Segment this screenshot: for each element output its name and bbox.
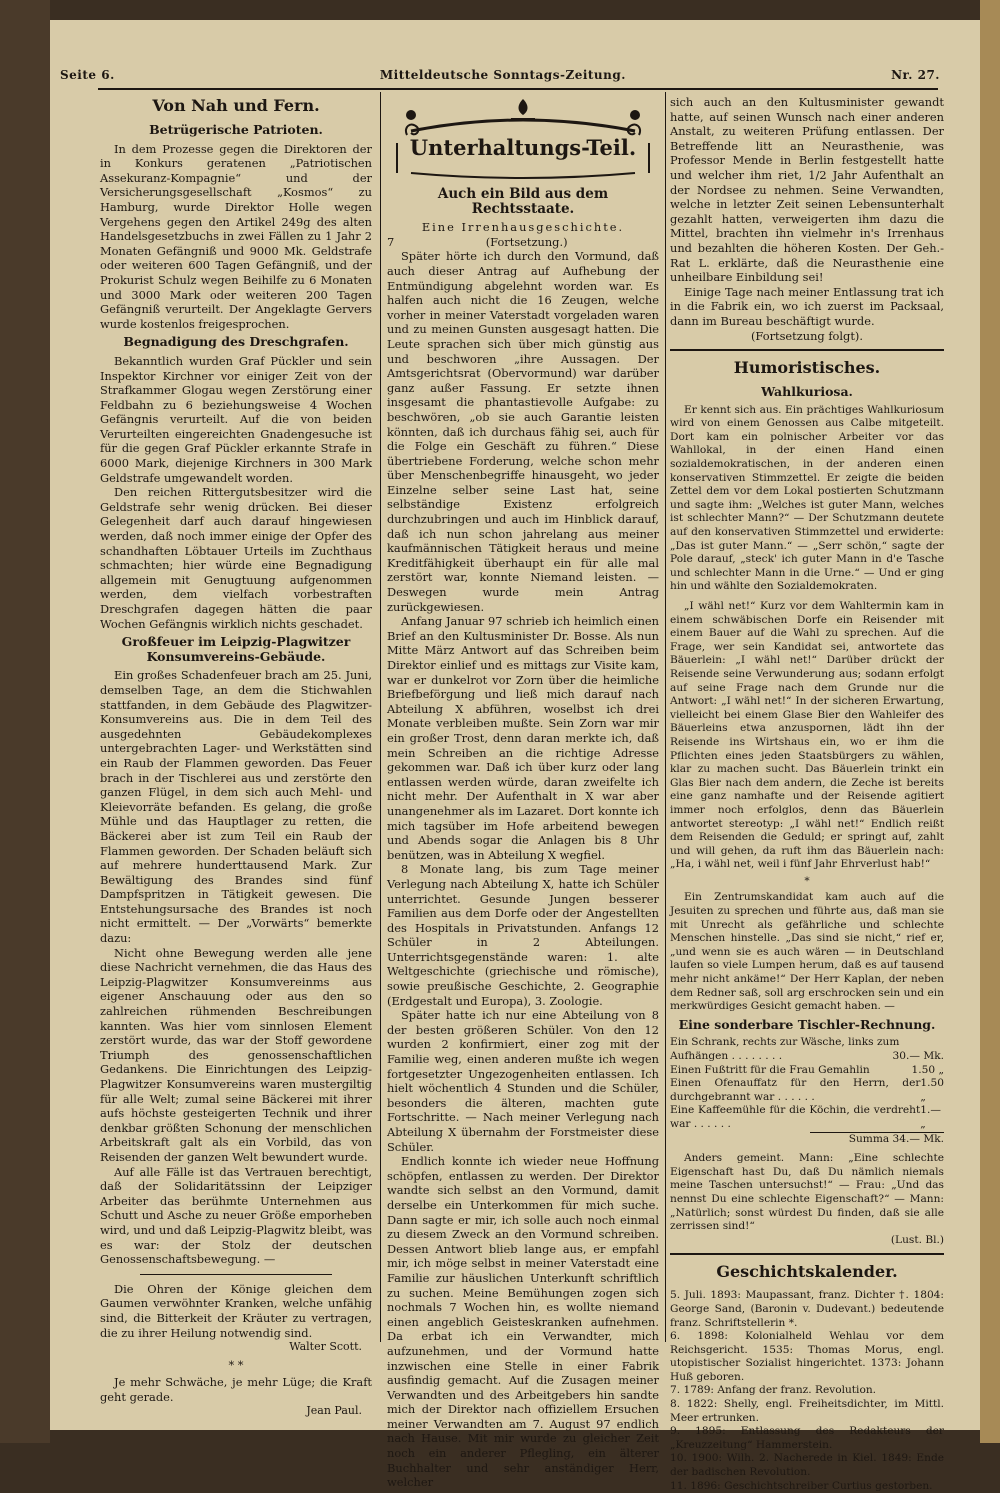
issue-number: Nr. 27. [891, 68, 940, 82]
story-paragraph: Endlich konnte ich wieder neue Hoffnung schöpfen, entlassen zu werden. Der Direktor wandte sich selbst an den Vormund, damit derselbe ein Unterkommen für mich suche. Dann sagte er mir, ich solle auch noch einmal zu diesem Zweck an den Vormund schreiben. Dessen Antwort blieb lange aus, er empfahl mir, ich möge selbst in meiner Vaterstadt eine Familie zur häuslichen Unterkunft schriftlich zu suchen. Meine Bemühungen zogen sich nochmals 7 Wochen hin, es wollte niemand einen angeblich Geisteskranken aufnehmen. Da erbat ich ein Verwandter, mich aufzunehmen, und der Vormund hatte inzwischen eine Stelle in einer Fabrik ausfindig gemacht. Auf die Zusagen meiner Verwandten und des Arbeitgebers hin sandte mich der Direktor nach offiziellem Ersuchen meiner Verwandten am 7. August 97 endlich nach Hause. Mit mir wurde zu gleicher Zeit noch ein anderer Pflegling, ein älterer Buchhalter und sehr anständiger Herr, welcher [387, 1154, 659, 1490]
star-separator: * [804, 874, 810, 887]
page-header [60, 62, 940, 88]
article-paragraph: Den reichen Rittergutsbesitzer wird die Geldstrafe sehr wenig drücken. Bei dieser Gelegenheit darf auch darauf hingewiesen werden, daß noch immer einige der Opfer des schandhaften Löbtauer Urteils im Zuchthaus schmachten; hier würde eine Begnadigung allgemein mit Genugtuung aufgenommen werden, dem vielfach vorbestraften Dreschgrafen dagegen hätten die paar Wochen Gefängnis wirklich nichts geschadet. [100, 485, 372, 631]
anecdote-source: (Lust. Bl.) [890, 1233, 944, 1246]
section-title-von-nah-und-fern: Von Nah und Fern. [152, 96, 320, 115]
article-paragraph: Nicht ohne Bewegung werden alle jene diese Nachricht vernehmen, die das Haus des Leipzig-Plagwitzer Konsumvereinms aus eigener Anschauung oder aus den so zahlreichen rühmenden Beschreibungen kannten. Was hier vom sinnlosen Element zerstört wurde, das war der Stoff gewordene Triumph des genossenschaftlichen Gedankens. Die Einrichtungen des Leipzig-Plagwitzer Konsumvereins waren mustergiltig für alle Welt; zumal seine Bäckerei mit ihrer aufs höchste gesteigerten Technik und ihrer denkbar größten Schonung der menschlichen Arbeitskraft galt als ein Vorbild, das von Reisenden der ganzen Welt bewundert wurde. [100, 945, 372, 1164]
invoice-row [670, 1050, 944, 1064]
star-separator: * * [228, 1357, 244, 1372]
quote-author: Walter Scott. [289, 1340, 362, 1354]
story-subtitle: Eine Irrenhausgeschichte. [421, 220, 625, 235]
column-divider-2 [665, 92, 666, 1342]
separator-rule [670, 1253, 944, 1255]
anecdote-paragraph: Ein Zentrumskandidat kam auch auf die Jesuiten zu sprechen und führte aus, daß man sie mit Unrecht als gefährliche und schlechte Menschen hinstelle. „Das sind sie nicht,“ rief er, „und wenn sie es auch wären — in Deutschland laufen so viele Lumpen herum, daß es auf tausend mehr nicht ankäme!“ Der Herr Kaplan, der neben dem Redner saß, soll arg erschrocken sein und ein merkwürdiges Gesicht gemacht haben. — [670, 891, 944, 1013]
separator-rule [670, 349, 944, 351]
anecdote-paragraph: „I wähl net!“ Kurz vor dem Wahltermin kam in einem schwäbischen Dorfe ein Reisender mit einem Bauer auf die Wahl zu sprechen. Auf die Frage, wer sein Kandidat sei, antwortete das Bäuerlein: „I wähl net!“ Darüber drückt der Reisende seine Verwunderung aus; sodann erfolgt auf seine Frage nach dem Grunde nur die Antwort: „I wähl net!“ In der sicheren Erwartung, vielleicht bei einem Glase Bier den Wahleifer des Bäuerleins etwa anzuspornen, lädt ihn der Reisende ins Wirtshaus ein, wo er ihm die Pflichten eines jeden Staatsbürgers zu wählen, klar zu machen sucht. Das Bäuerlein trinkt ein Glas Bier nach dem andern, die Zeche ist bereits eine ganz namhafte und der Reisende agitiert immer noch erfolglos, denn das Bäuerlein antwortet stereotyp: „I wähl net!“ Endlich reißt dem Reisenden die Geduld; er springt auf, zahlt und will gehen, da ruft ihm das Bäuerlein nach: „Ha, i wähl net, weil i fünf Jahr Ehrverlust hab!“ [670, 600, 944, 871]
calendar-entry: 6. 1898: Kolonialheld Wehlau vor dem Reichsgericht. 1535: Thomas Morus, engl. utopistischer Sozialist hingerichtet. 1373: Johann Huß geboren. [670, 1330, 944, 1383]
invoice-amount: 30.— Mk. [892, 1050, 944, 1062]
page-number: Seite 6. [60, 68, 115, 82]
column-divider-1 [380, 92, 381, 1342]
subsection-title: Eine sonderbare Tischler-Rechnung. [678, 1016, 936, 1032]
story-title: Auch ein Bild aus dem Rechtsstaate. [437, 186, 609, 217]
column-2 [387, 95, 659, 1490]
invoice [670, 1036, 944, 1247]
article-paragraph: In dem Prozesse gegen die Direktoren der in Konkurs geratenen „Patriotischen Assekuranz-Kompagnie“ und der Versicherungsgesellschaft „Kosmos“ zu Hamburg, wurde Direktor Holle wegen Vergehens gegen den Artikel 249g des alten Handelsgesetzbuchs in zwei Fällen zu 1 Jahr 2 Monaten Gefängniß und 9000 Mk. Geldstrafe oder weiteren 600 Tagen Gefängniß, und der Prokurist Schulz wegen Beihilfe zu 6 Monaten und 3000 Mark oder weiteren 200 Tagen Gefängniß verurteilt. Der Angeklagte Gervers wurde kostenlos freigesprochen. [100, 141, 372, 331]
story-meta [387, 235, 659, 250]
article-paragraph: Ein großes Schadenfeuer brach am 25. Juni, demselben Tage, an dem die Stichwahlen stattfanden, in dem Gebäude des Plagwitzer-Konsumvereins aus. Die in dem Teil des ausgedehnten Gebäudekomplexes untergebrachten Lager- und Werkstätten sind ein Raub der Flammen geworden. Das Feuer brach in der Tischlerei aus und zerstörte den ganzen Flügel, in dem sich auch Mehl- und Kleievorräte befanden. Es gelang, die große Mühle und das Hauptlager zu retten, die Bäckerei aber ist zum Teil ein Raub der Flammen geworden. Der Schaden beläuft sich auf mehrere hunderttausend Mark. Zur Bewältigung des Brandes sind fünf Dampfspritzen in Tätigkeit gewesen. Die Entstehungsursache des Brandes ist noch nicht ermittelt. — Der „Vorwärts“ bemerkte dazu: [100, 668, 372, 946]
invoice-row [670, 1077, 944, 1104]
calendar-entry: 10. 1900: Wilh. 2. Nacherede in Kiel. 1849: Ende der badischen Revolution. [670, 1452, 944, 1479]
calendar-entry: 7. 1789: Anfang der franz. Revolution. [670, 1384, 877, 1397]
invoice-amount: 1.50 „ [920, 1077, 944, 1103]
article-heading: Großfeuer im Leipzig-Plagwitzer Konsumvereins-Gebäude. [121, 634, 351, 664]
section-title-unterhaltung: Unterhaltungs-Teil. [409, 134, 637, 160]
quote-author: Jean Paul. [306, 1404, 362, 1418]
right-page-edge [980, 0, 1000, 1443]
newspaper-title: Mitteldeutsche Sonntags-Zeitung. [379, 68, 626, 82]
anecdote-paragraph: Anders gemeint. Mann: „Eine schlechte Eigenschaft hast Du, daß Du nämlich niemals meine Taschen untersuchst!“ — Frau: „Und das nennst Du eine schlechte Eigenschaft?“ — Mann: „Natürlich; sonst würdest Du finden, daß sie alle zerrissen sind!“ [670, 1152, 944, 1233]
article-paragraph: Auf alle Fälle ist das Vertrauen berechtigt, daß der Solidaritätssinn der Leipziger Arbeiter das berühmte Unternehmen aus Schutt und Asche zu neuer Größe emporheben wird, und und daß Leipzig-Plagwitz bleibt, was es war: der Stolz der deutschen Genossenschaftsbewegung. — [100, 1164, 372, 1267]
section-ornament [387, 95, 659, 181]
invoice-amount: 1.— „ [920, 1104, 941, 1130]
anecdote-paragraph: Er kennt sich aus. Ein prächtiges Wahlkuriosum wird von einem Genossen aus Calbe mitgeteilt. Dort kam ein polnischer Arbeiter vor das Wahllokal, in der einen Hand einen sozialdemokratischen, in der anderen einen konservativen Stimmzettel. Er zeigte die beiden Zettel dem vor dem Lokal postierten Schutzmann und sagte ihm: „Welches ist guter Mann, welches ist schlechter Mann?“ — Der Schutzmann deutete auf den konservativen Stimmzettel und erwiderte: „Das ist guter Mann.“ — „Serr schön,“ sagte der Pole darauf, „steck' ich guter Mann in d'e Tasche und schlechter Mann in die Urne.“ — Und er ging hin und wählte den Sozialdemokraten. [670, 403, 944, 593]
installment-number: 7 [387, 234, 395, 249]
calendar-entry: 8. 1822: Shelly, engl. Freiheitsdichter, im Mittl. Meer ertrunken. [670, 1398, 944, 1424]
story-paragraph: Anfang Januar 97 schrieb ich heimlich einen Brief an den Kultusminister Dr. Bosse. Als nun Mitte März Antwort auf das Schreiben beim Direktor einlief und es mittags zur Visite kam, war er dunkelrot vor Zorn über die heimliche Briefbeförgung und ließ mich darauf nach Abteilung X abführen, woselbst ich drei Monate verbleiben mußte. Sein Zorn war mir ein großer Trost, denn daran merkte ich, daß mein Schreiben an die richtige Adresse gekommen war. Daß ich über kurz oder lang entlassen werden würde, daran zweifelte ich nicht mehr. Der Aufenthalt in X war aber unangenehmer als im Lazaret. Dort konnte ich mich tagsüber im Hofe arbeitend bewegen und Abends sogar die Anlagen bis 8 Uhr benützen, was in Abteilung X wegfiel. [387, 614, 659, 862]
header-rule [98, 88, 938, 90]
story-paragraph: Einige Tage nach meiner Entlassung trat ich in die Fabrik ein, wo ich zuerst im Packsaal, dann im Bureau beschäftigt wurde. [670, 284, 944, 328]
section-title-humoristisches: Humoristisches. [733, 358, 881, 378]
story-paragraph: Später hatte ich nur eine Abteilung von 8 der besten größeren Schüler. Von den 12 wurden 2 konfirmiert, einer zog mit der Familie weg, einen anderen mußte ich wegen fortgesetzter Ungezogenheiten entlassen. Ich hielt wöchentlich 4 Stunden und die Schüler, besonders die älteren, machten gute Fortschritte. — Nach meiner Verlegung nach Abteilung X übernahm der Forstmeister diese Schüler. [387, 1008, 659, 1154]
article-heading: Betrügerische Patrioten. [149, 122, 323, 137]
separator-rule [140, 1274, 332, 1275]
subsection-title: Wahlkuriosa. [761, 384, 853, 400]
story-paragraph: Später hörte ich durch den Vormund, daß auch dieser Antrag auf Aufhebung der Entmündigung abgelehnt worden war. Es halfen auch nicht die 16 Zeugen, welche vorher in meiner Vaterstadt vorgeladen waren und zu meinen Gunsten ausgesagt hatten. Die Leute sprachen sich über mich günstig aus und beschworen „ihre Aussagen. Der Amtsgerichtsrat (Obervormund) war darüber ganz außer Fassung. Er setzte ihnen insgesamt die phantastievolle Aufgabe: zu beschwören, „ob sie auch Garantie leisten könnten, daß ich durchaus fähig sei, auch für die Folge ein Geschäft zu führen.“ Diese übertriebene Forderung, welche schon mehr über Menschenbegriffe hinausgeht, wo jeder Einzelne selber seine Last hat, seine selbständige Existenz erfolgreich durchzubringen und auch im Hinblick darauf, daß ich nun schon jahrelang aus meiner kaufmännischen Tätigkeit heraus und meine Kreditfähigkeit überhaupt ein für alle mal zerstört war, konnte Niemand leisten. — Deswegen wurde mein Antrag zurückgewiesen. [387, 249, 659, 614]
calendar-entry: 9. 1895: Entlassung des Redakteurs der „Kreuzzeitung“ Hammerstein. [670, 1425, 944, 1451]
invoice-label: Eine Kaffeemühle für die Köchin, die verdreht war . . . . . . [670, 1104, 921, 1130]
left-binding-edge [0, 0, 50, 1443]
invoice-amount: 1.50 „ [911, 1063, 944, 1076]
section-title-geschichtskalender: Geschichtskalender. [716, 1262, 898, 1282]
quote-scott: Die Ohren der Könige gleichen dem Gaumen verwöhnter Kranken, welche unfähig sind, die Bitterkeit der Kräuter zu vertragen, die zu ihrer Heilung notwendig sind. [100, 1281, 372, 1340]
invoice-label: Einen Ofenauffatz für den Herrn, der durchgebrannt war . . . . . . [670, 1077, 921, 1103]
story-paragraph: sich auch an den Kultusminister gewandt hatte, auf seinen Wunsch nach einer anderen Anstalt, zu weiteren Prüfung entlassen. Der Betreffende litt an Neurasthenie, was Professor Mende in Berlin festgestellt hatte und welcher ihm riet, 1/2 Jahr Aufenthalt an der Nordsee zu nehmen. Seine Verwandten, welche in letzter Zeit seinen Lebensunterhalt gezahlt hatten, verweigerten ihm dazu die Mittel, brachten ihn vielmehr in's Irrenhaus und bezahlten die höheren Kosten. Der Geh.-Rat L. erklärte, daß die Neurasthenie eine unheilbare Einbildung sei! [670, 95, 944, 285]
invoice-label: Aufhängen . . . . . . . . [670, 1050, 783, 1062]
quote-jean-paul: Je mehr Schwäche, je mehr Lüge; die Kraft geht gerade. [100, 1375, 372, 1404]
column-3 [670, 95, 944, 1493]
article-heading: Begnadigung des Dreschgrafen. [123, 334, 349, 350]
continuation-note: (Fortsetzung folgt). [750, 328, 863, 343]
article-paragraph: Bekanntlich wurden Graf Pückler und sein Inspektor Kirchner vor einiger Zeit von der Strafkammer Glogau wegen Zerstörung einer Feldbahn zu 6 beziehungsweise 4 Wochen Gefängnis verurteilt. Auf die von beiden Verurteilten eingereichten Gnadengesuche ist für die gegen Graf Pückler erkannte Strafe in 6000 Mark, diejenige Kirchners in 300 Mark Geldstrafe umgewandelt worden. [100, 353, 372, 485]
story-paragraph: 8 Monate lang, bis zum Tage meiner Verlegung nach Abteilung X, hatte ich Schüler unterrichtet. Gesunde Jungen besserer Familien aus dem Dorfe oder der Angestellten des Hospitals in Privatstunden. Anfangs 12 Schüler in 2 Abteilungen. Unterrichtsgegenstände waren: 1. alte Weltgeschichte (griechische und römische), sowie preußische Geschichte, 2. Geographie (Erdgestalt und Europa), 3. Zoologie. [387, 862, 659, 1008]
column-1 [100, 95, 372, 1419]
calendar-entry: 5. Juli. 1893: Maupassant, franz. Dichter †. 1804: George Sand, (Baronin v. Dudevant.) bedeutende franz. Schriftstellerin *. [670, 1289, 944, 1329]
invoice-intro: Ein Schrank, rechts zur Wäsche, links zum [670, 1036, 900, 1049]
invoice-sum: Summa 34.— Mk. [810, 1132, 944, 1147]
continuation-note: (Fortsetzung.) [485, 234, 568, 249]
invoice-row [670, 1104, 944, 1131]
calendar-entry: 11. 1896: Geschichtschreiber Curtius gestorben. [670, 1479, 933, 1492]
invoice-row [670, 1064, 944, 1078]
calendar-list [670, 1289, 944, 1493]
invoice-label: Einen Fußtritt für die Frau Gemahlin [670, 1063, 870, 1076]
